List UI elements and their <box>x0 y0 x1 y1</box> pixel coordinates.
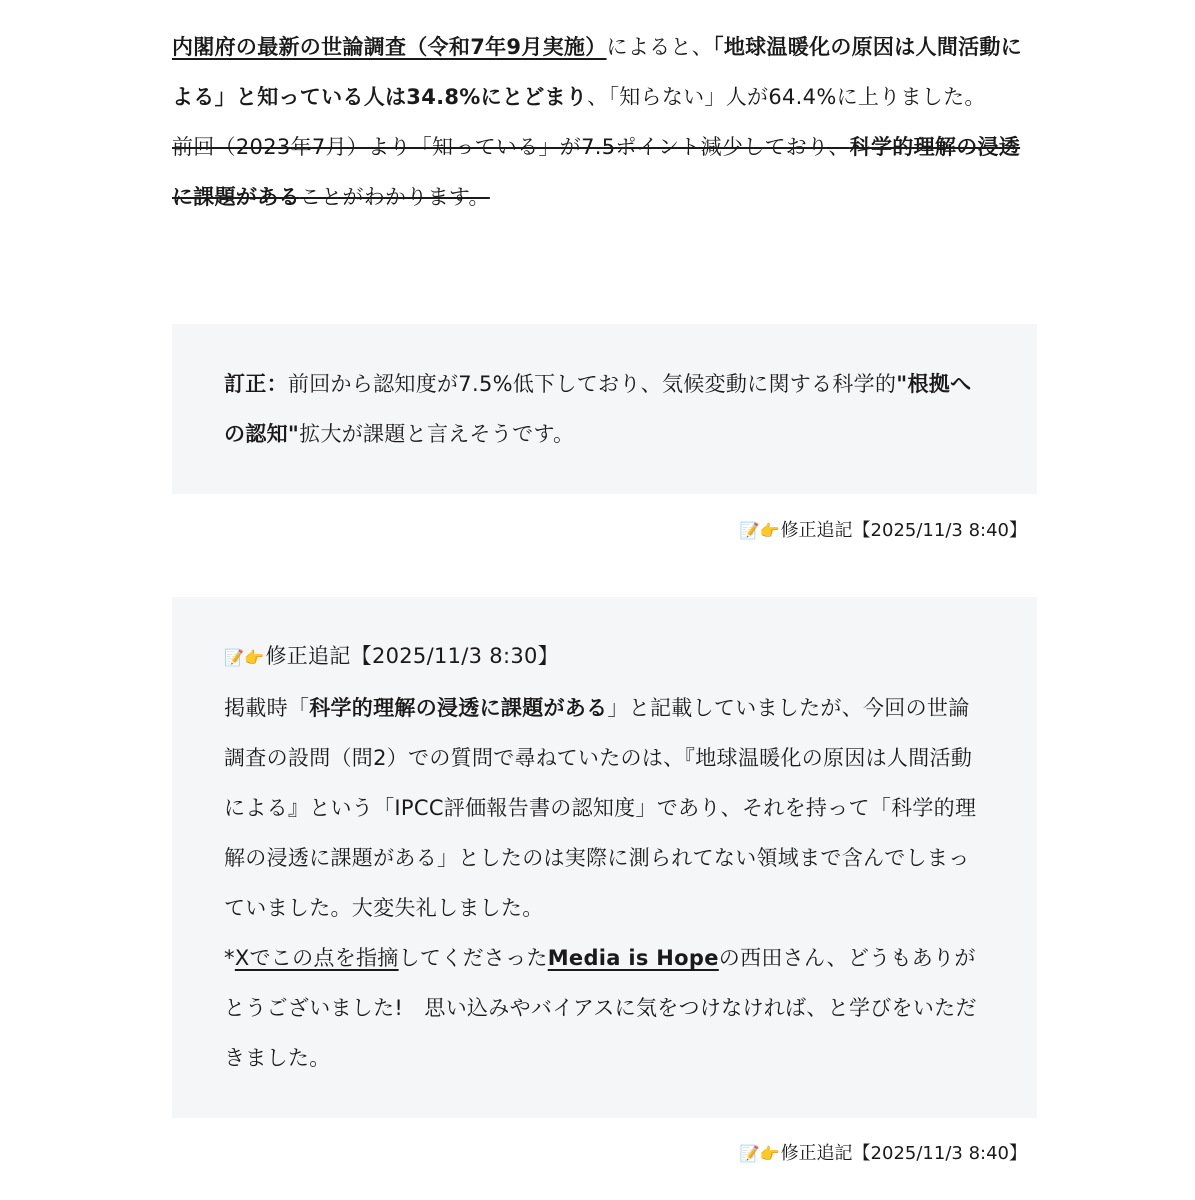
addendum-paragraph-1 <box>224 683 985 933</box>
asterisk: * <box>224 946 235 970</box>
addendum-heading-text: 修正追記【2025/11/3 8:30】 <box>265 644 559 668</box>
struck-text-1: 前回（2023年7月）より「知っている」が7.5ポイント減少しており、 <box>172 135 850 159</box>
struck-bold: 科学的理解の浸透に課題がある <box>172 135 1021 209</box>
correction-paragraph <box>224 359 985 459</box>
addendum-paragraph-2 <box>224 933 985 1083</box>
edit-stamp <box>740 1140 1027 1168</box>
struck-text-2: ことがわかります。 <box>299 185 490 209</box>
correction-text-2: 拡大が課題と言えそうです。 <box>299 422 575 446</box>
survey-name: 内閣府の最新の世論調査（令和7年9月実施） <box>172 35 607 59</box>
thanks-text-1: してくださった <box>398 946 548 970</box>
correction-bold: "根拠への認知" <box>224 372 972 446</box>
correction-box <box>172 324 1037 494</box>
x-post-link[interactable]: Xでこの点を指摘 <box>234 946 399 970</box>
media-is-hope-link[interactable]: Media is Hope <box>547 946 719 970</box>
intro-text: によると、 <box>606 35 714 59</box>
memo-pointing-icon: 📝👉 <box>224 648 265 667</box>
intro-text-2: 、「知らない」人が64.4%に上りました。 <box>587 85 986 109</box>
addendum-text-2: 」と記載していましたが、今回の世論調査の設問（問2）での質問で尋ねていたのは、『地球温暖化の原因は人間活動による』という「IPCC評価報告書の認知度」であり、それを持って「科学的理解の浸透に課題がある」としたのは実際に測られてない領域まで含んでしまっていました。大変失礼しました。 <box>224 696 977 920</box>
memo-pointing-icon: 📝👉 <box>739 1144 780 1163</box>
edit-stamp <box>740 517 1027 545</box>
struck-paragraph <box>172 122 1037 222</box>
edit-stamp-text: 修正追記【2025/11/3 8:40】 <box>780 1143 1027 1164</box>
key-finding: 「地球温暖化の原因は人間活動による」と知っている人は34.8%にとどまり <box>172 35 1023 109</box>
article-body <box>172 22 1037 222</box>
thanks-text-2: の西田さん、どうもありがとうございました! 思い込みやバイアスに気をつけなければ、と学びをいただきました。 <box>224 946 977 1070</box>
addendum-heading <box>224 631 985 683</box>
intro-paragraph <box>172 22 1037 122</box>
addendum-bold: 科学的理解の浸透に課題がある <box>309 696 608 720</box>
addendum-text: 掲載時「 <box>224 696 310 720</box>
edit-stamp-text: 修正追記【2025/11/3 8:40】 <box>780 520 1027 541</box>
addendum-box <box>172 597 1037 1118</box>
memo-pointing-icon: 📝👉 <box>739 521 780 540</box>
correction-label: 訂正： <box>224 372 288 396</box>
correction-text-1: 前回から認知度が7.5%低下しており、気候変動に関する科学的 <box>287 372 897 396</box>
